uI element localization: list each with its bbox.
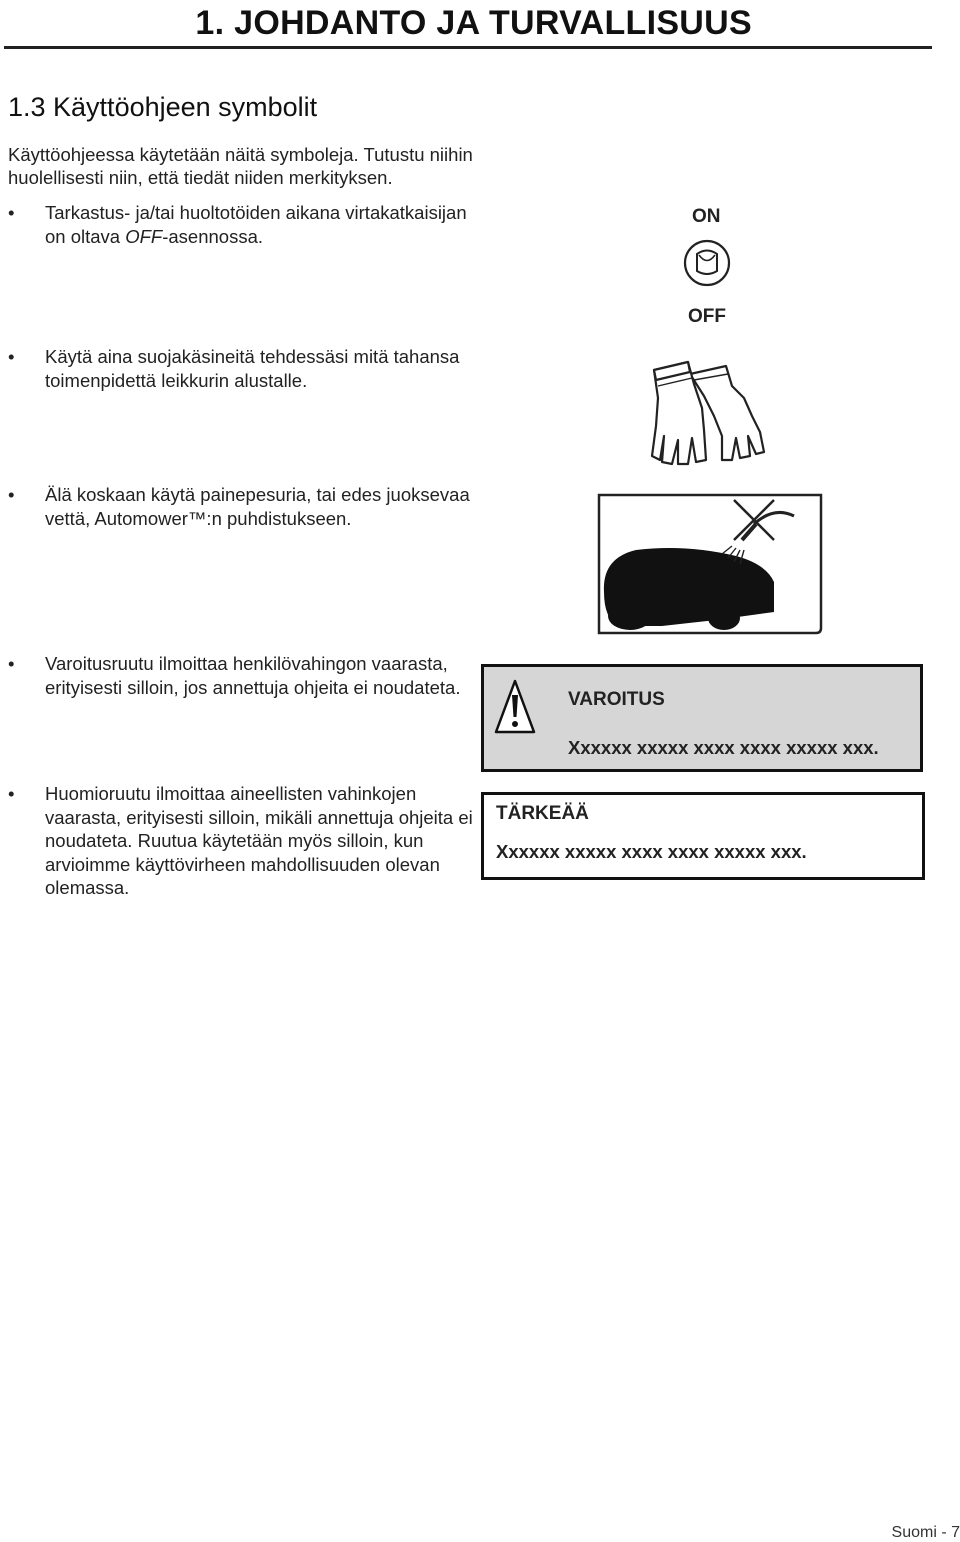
bullet-text: Huomioruutu ilmoittaa aineellisten vahinkojen vaarasta, erityisesti silloin, mikäli annettuja ohjeita ei noudateta. Ruutua käytetään myös silloin, kun arvioimme käyttövirheen mahdollisuuden olevan olemassa. — [45, 783, 473, 898]
bullet-dot: • — [8, 653, 15, 674]
bullet-dot: • — [8, 783, 15, 804]
important-box — [481, 792, 925, 880]
important-title: TÄRKEÄÄ — [496, 803, 589, 824]
section-title: 1.3 Käyttöohjeen symbolit — [8, 92, 318, 122]
bullet-text-off: OFF — [125, 225, 163, 247]
bullet-dot: • — [8, 346, 15, 367]
page-number: Suomi - 7 — [891, 1524, 960, 1541]
chapter-rule — [4, 46, 932, 49]
warning-title: VAROITUS — [568, 689, 665, 710]
bullet-text: Varoitusruutu ilmoittaa henkilövahingon vaarasta, erityisesti silloin, jos annettuja ohjeita ei noudateta. — [45, 653, 461, 698]
bullet-text: Älä koskaan käytä painepesuria, tai edes juoksevaa vettä, Automower™:n puhdistukseen. — [45, 484, 470, 529]
section-intro: Käyttöohjeessa käytetään näitä symboleja. Tutustu niihin huolellisesti niin, että tiedät niiden merkityksen. — [8, 144, 473, 188]
bullet-dot: • — [8, 484, 15, 505]
on-off-switch-icon — [682, 238, 732, 288]
bullet-dot: • — [8, 202, 15, 223]
warning-body: Xxxxxx xxxxx xxxx xxxx xxxxx xxx. — [568, 737, 879, 758]
bullet-text-before: Tarkastus- ja/tai huoltotöiden aikana virtakatkaisijan on oltava — [45, 202, 467, 247]
bullet-text-after: -asennossa. — [162, 225, 264, 247]
bullet-text: Käytä aina suojakäsineitä tehdessäsi mitä tahansa toimenpidettä leikkurin alustalle. — [45, 346, 460, 391]
switch-off-label: OFF — [688, 306, 726, 327]
warning-triangle-icon — [494, 679, 536, 735]
chapter-title: 1. JOHDANTO JA TURVALLISUUS — [195, 4, 752, 42]
no-pressure-washer-icon — [596, 492, 824, 636]
switch-on-label: ON — [692, 206, 721, 227]
protective-gloves-icon — [648, 356, 774, 468]
bullet-text — [45, 201, 475, 248]
warning-box — [481, 664, 923, 772]
important-body: Xxxxxx xxxxx xxxx xxxx xxxxx xxx. — [496, 841, 807, 862]
